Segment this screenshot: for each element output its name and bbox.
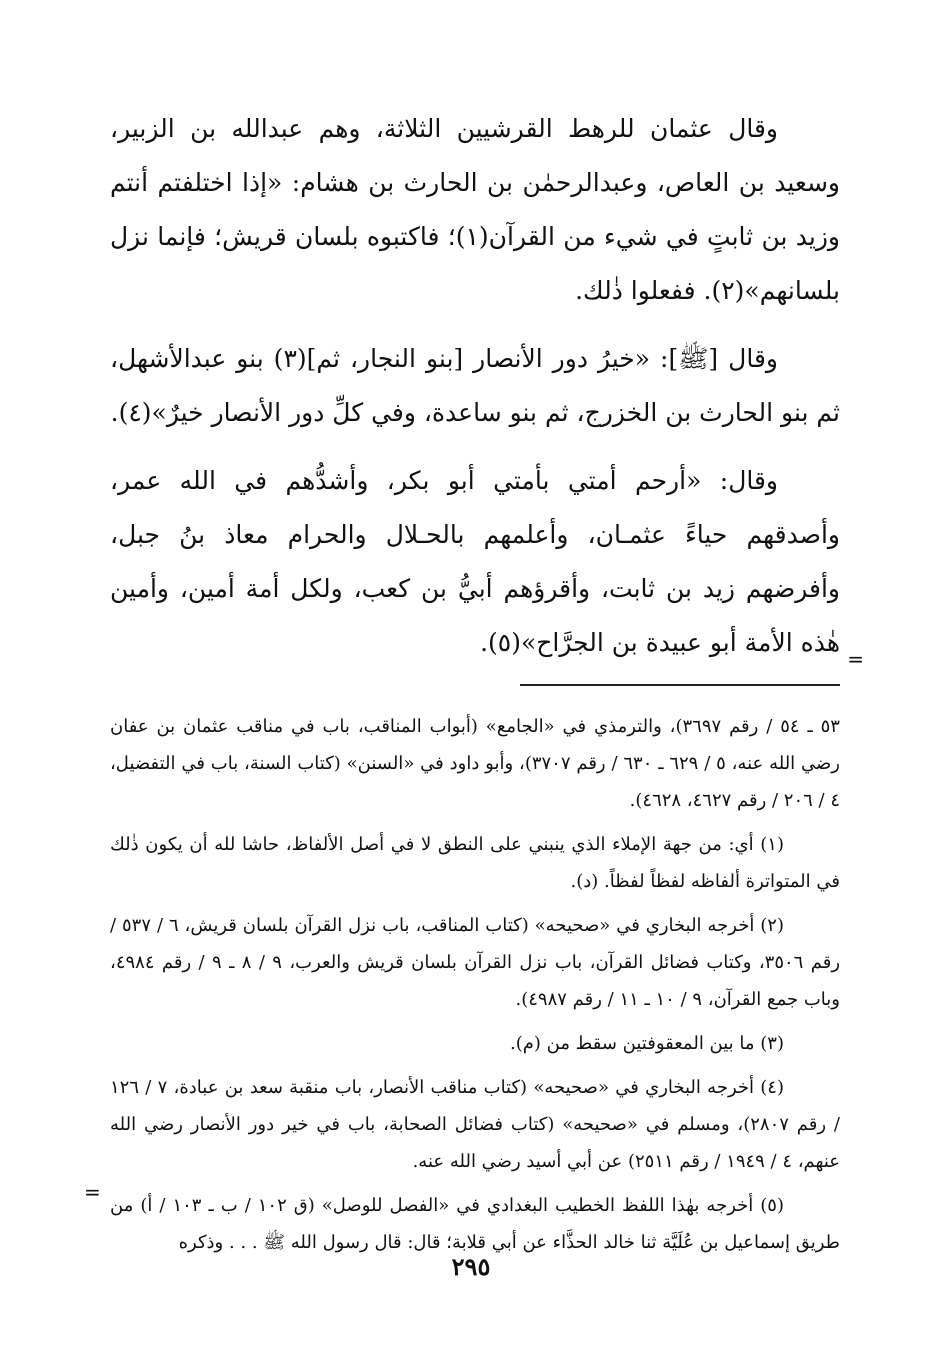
footnote: (٥) أخرجه بهٰذا اللفظ الخطيب البغدادي في «الفصل للوصل» (ق ١٠٢ / ب ـ ١٠٣ / أ) من طريق إسماعيل بن عُلَيَّة ثنا خالد الحذَّاء عن أبي قلابة؛ قال: قال رسول الله ﷺ . . . وذكره — [110, 1195, 840, 1253]
footnote: (٤) أخرجه البخاري في «صحيحه» (كتاب مناقب الأنصار، باب منقبة سعد بن عبادة، ٧ / ١٢٦ / رقم ٢٨٠٧)، ومسلم في «صحيحه» (كتاب فضائل الصحابة، باب في خير دور الأنصار رضي الله عنهم، ٤ / ١٩٤٩ / رقم ٢٥١١) عن أبي أسيد رضي الله عنه. — [110, 1077, 840, 1172]
continuation-mark-bottom: = — [84, 1180, 101, 1204]
main-paragraph: وقال [ﷺ]: «خيرُ دور الأنصار [بنو النجار، ثم](٣) بنو عبدالأشهل، ثم بنو الحارث بن الخزرج، ثم بنو ساعدة، وفي كلِّ دور الأنصار خيرٌ»(٤). — [110, 344, 840, 427]
main-paragraph: وقال عثمان للرهط القرشيين الثلاثة، وهم عبدالله بن الزبير، وسعيد بن العاص، وعبدالرحمٰن بن الحارث بن هشام: «إذا اختلفتم أنتم وزيد بن ثابتٍ في شيء من القرآن(١)؛ فاكتبوه بلسان قريش؛ فإنما نزل بلسانهم»(٢). ففعلوا ذٰلك. — [110, 114, 840, 305]
footnote-continuation: ٥٣ ـ ٥٤ / رقم ٣٦٩٧)، والترمذي في «الجامع» (أبواب المناقب، باب في مناقب عثمان بن عفان رضي الله عنه، ٥ / ٦٢٩ ـ ٦٣٠ / رقم ٣٧٠٧)، وأبو داود في «السنن» (كتاب السنة، باب في التفضيل، ٤ / ٢٠٦ / رقم ٤٦٢٧، ٤٦٢٨). — [110, 716, 840, 811]
continuation-mark-top: = — [847, 647, 864, 671]
page-content — [110, 102, 840, 1268]
main-text — [110, 102, 840, 670]
footnote: (٣) ما بين المعقوفتين سقط من (م). — [509, 1033, 784, 1054]
main-paragraph: وقال: «أرحم أمتي بأمتي أبو بكر، وأشدُّهم في الله عمر، وأصدقهم حياءً عثمـان، وأعلمهم بالحـلال والحرام معاذ بنُ جبل، وأفرضهم زيد بن ثابت، وأقرؤهم أبيُّ بن كعب، ولكل أمة أمين، وأمين هٰذه الأمة أبو عبيدة بن الجرَّاح»(٥). — [110, 466, 840, 657]
footnote: (٢) أخرجه البخاري في «صحيحه» (كتاب المناقب، باب نزل القرآن بلسان قريش، ٦ / ٥٣٧ / رقم ٣٥٠٦، وكتاب فضائل القرآن، باب نزل القرآن بلسان قريش والعرب، ٩ / ٨ ـ ٩ / رقم ٤٩٨٤، وباب جمع القرآن، ٩ / ١٠ ـ ١١ / رقم ٤٩٨٧). — [110, 915, 841, 1010]
footnote: (١) أي: من جهة الإملاء الذي ينبني على النطق لا في أصل الألفاظ، حاشا لله أن يكون ذٰلك في المتواترة ألفاظه لفظاً لفظاً. (د). — [110, 834, 840, 892]
footnotes — [110, 708, 840, 1261]
footnote-divider — [520, 684, 840, 686]
page-number: ٢٩٥ — [451, 1252, 491, 1281]
